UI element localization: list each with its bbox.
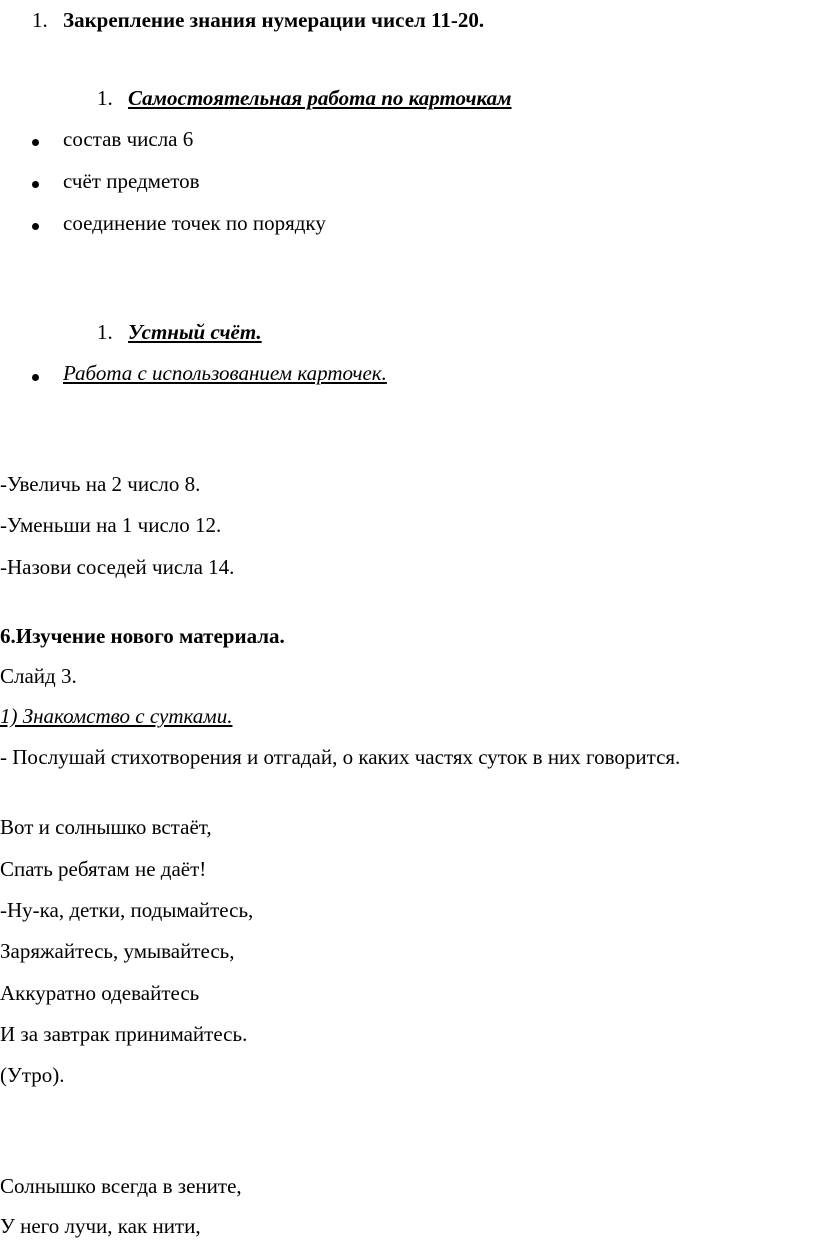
list-item: соединение точек по порядку <box>63 211 326 235</box>
list-item: Работа с использованием карточек. <box>63 361 387 385</box>
poem-answer: (Утро). <box>0 1063 65 1087</box>
poem-line: Вот и солнышко встаёт, <box>0 815 212 839</box>
slide-label: Слайд 3. <box>0 664 77 688</box>
section6-subtitle: 1) Знакомство с сутками. <box>0 704 233 728</box>
list-item: состав числа 6 <box>63 127 194 151</box>
poem-line: Солнышко всегда в зените, <box>0 1174 242 1198</box>
poem-line: Аккуратно одевайтесь <box>0 981 200 1005</box>
section2-number: 1. <box>97 86 113 110</box>
poem-line: Спать ребятам не даёт! <box>0 857 207 881</box>
bullet-icon <box>32 181 39 188</box>
section2-heading <box>97 86 512 111</box>
section2-title: Самостоятельная работа по карточкам <box>128 86 512 110</box>
bullet-icon <box>32 374 39 381</box>
bullet-icon <box>32 139 39 146</box>
task-line: -Увеличь на 2 число 8. <box>0 472 201 496</box>
poem-line: И за завтрак принимайтесь. <box>0 1022 248 1046</box>
section3-number: 1. <box>97 320 113 344</box>
section1-heading <box>32 8 484 33</box>
poem-line: Заряжайтесь, умывайтесь, <box>0 939 235 963</box>
section3-heading <box>97 320 262 345</box>
instruction-text: - Послушай стихотворения и отгадай, о каких частях суток в них говорится. <box>0 745 681 769</box>
section3-title: Устный счёт. <box>128 320 262 344</box>
task-line: -Уменьши на 1 число 12. <box>0 513 222 537</box>
section1-title: Закрепление знания нумерации чисел 11-20. <box>63 8 485 32</box>
section1-number: 1. <box>32 8 48 32</box>
poem-line: У него лучи, как нити, <box>0 1214 201 1238</box>
poem-line: -Ну-ка, детки, подымайтесь, <box>0 898 254 922</box>
list-item: счёт предметов <box>63 169 200 193</box>
section6-title: 6.Изучение нового материала. <box>0 624 285 648</box>
bullet-icon <box>32 223 39 230</box>
task-line: -Назови соседей числа 14. <box>0 555 235 579</box>
